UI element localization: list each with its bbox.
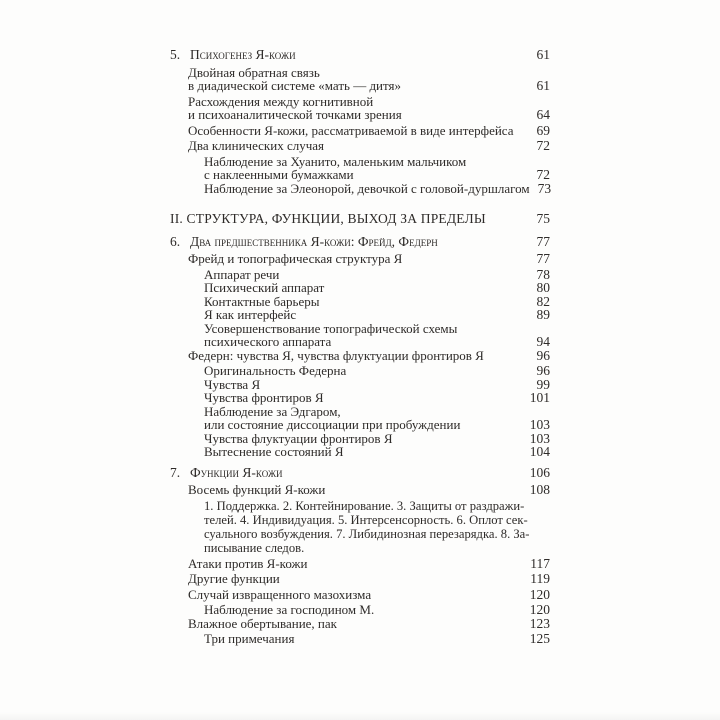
toc-entry-line: Вытеснение состояний Я (204, 444, 344, 459)
toc-entry (170, 483, 550, 497)
toc-entry-title (170, 445, 344, 459)
toc-entry-page: 78 (536, 266, 550, 282)
toc-entry-text: Психогенез Я-кожи (190, 47, 296, 62)
toc-entry-title (170, 308, 296, 322)
toc-entry-page: 108 (529, 482, 550, 497)
toc-entry-line: Наблюдение за Элеонорой, девочкой с головой-дуршлагом (204, 180, 530, 196)
toc-entry-line: Другие функции (188, 571, 280, 586)
toc-entry-title (170, 572, 280, 586)
toc-entry-title (170, 252, 402, 266)
toc-entry-page: 106 (529, 464, 550, 480)
toc-entry (170, 182, 550, 196)
toc-entry (170, 139, 550, 153)
toc-entry-title (170, 349, 484, 363)
toc-entry-title (170, 182, 530, 196)
toc-entry (170, 617, 550, 631)
toc-entry-line: Три примечания (204, 631, 295, 646)
toc-entry-number: 7. (170, 464, 181, 480)
toc-entry (170, 155, 550, 182)
toc-entry-text: Функции Я-кожи (190, 464, 283, 480)
toc-entry-title (170, 281, 324, 295)
toc-entry-page: 120 (529, 586, 550, 602)
toc-entry-line: Усовершенствование топографической схемы (204, 320, 458, 336)
toc-entry-page: 103 (529, 417, 550, 432)
toc-entry-line: Влажное обертывание, пак (188, 615, 337, 631)
toc-entry-title (170, 617, 337, 631)
toc-entry-page: 82 (536, 293, 550, 309)
toc-entry-line: Психический аппарат (204, 280, 325, 295)
toc-entry (170, 364, 550, 378)
toc-entry-page: 64 (536, 107, 550, 122)
toc-entry (170, 632, 550, 646)
toc-entry-line: Случай извращенного мазохизма (188, 586, 372, 602)
toc-entry-number: 5. (170, 47, 181, 62)
toc-entry-line: Оригинальность Федерна (204, 363, 347, 378)
toc-entry-number: 6. (170, 233, 181, 249)
toc-entry-page: 123 (529, 615, 550, 631)
toc-entry-title (170, 48, 296, 62)
toc-entry-title (170, 295, 319, 309)
toc-entry-line: Наблюдение за господином М. (204, 602, 375, 617)
toc-entry-line: телей. 4. Индивидуация. 5. Интерсенсорность. 6. Оплот сек- (204, 512, 528, 527)
toc-entry (170, 95, 550, 122)
toc-entry-page: 89 (536, 307, 550, 322)
toc-entry-page: 75 (536, 211, 550, 226)
toc-entry-title (170, 632, 294, 646)
toc-entry (170, 391, 550, 405)
toc-entry (170, 603, 550, 617)
toc-entry (170, 499, 550, 555)
toc-entry-line: с наклеенными бумажками (204, 167, 354, 182)
toc-entry-title (170, 378, 260, 392)
toc-entry-title (170, 483, 325, 497)
toc-entry-line: писывание следов. (204, 540, 305, 555)
toc-entry-line: Двойная обратная связь (188, 64, 320, 80)
toc-entry-title (170, 391, 324, 405)
toc-entry-page: 72 (536, 167, 550, 182)
toc-entry-title (170, 212, 486, 226)
toc-entry-title (170, 268, 279, 282)
toc-entry-line: 1. Поддержка. 2. Контейнирование. 3. Защиты от раздражи- (204, 498, 525, 513)
toc-entry-page: 99 (536, 376, 550, 392)
toc-entry-line: Фрейд и топографическая структура Я (188, 251, 403, 266)
toc-entry-line: Два клинических случая (188, 138, 324, 153)
toc-entry-page: 61 (536, 78, 550, 93)
toc-entry-title (170, 364, 346, 378)
toc-entry (170, 466, 550, 480)
table-of-contents (170, 48, 550, 646)
toc-entry (170, 252, 550, 266)
toc-entry-page: 96 (536, 347, 550, 363)
toc-entry-line: Восемь функций Я-кожи (188, 482, 326, 497)
toc-entry-page: 69 (536, 122, 550, 138)
toc-entry-page: 103 (529, 430, 550, 446)
toc-entry-title (170, 405, 460, 432)
toc-entry (170, 432, 550, 446)
toc-entry (170, 572, 550, 586)
toc-entry-line: Я как интерфейс (204, 307, 297, 322)
toc-entry-page: 72 (536, 138, 550, 153)
toc-entry-title (170, 66, 401, 93)
toc-entry-line: суального возбуждения. 7. Либидинозная перезарядка. 8. За- (204, 526, 530, 541)
toc-entry-line: Расхождения между когнитивной (188, 93, 374, 109)
toc-entry (170, 557, 550, 571)
toc-entry-title (170, 588, 371, 602)
toc-entry-page: 125 (529, 631, 550, 646)
toc-entry-line: Особенности Я-кожи, рассматриваемой в виде интерфейса (188, 122, 514, 138)
toc-entry-title (170, 155, 466, 182)
toc-entry-page: 94 (536, 334, 550, 349)
toc-entry-line: Федерн: чувства Я, чувства флуктуации фронтиров Я (188, 347, 484, 363)
toc-entry-line: Чувства флуктуации фронтиров Я (204, 430, 393, 446)
toc-entry-title (170, 432, 393, 446)
toc-entry-text: Два предшественника Я-кожи: Фрейд, Федерн (190, 233, 438, 249)
toc-entry-title (170, 95, 402, 122)
toc-entry-page: 101 (529, 390, 550, 405)
toc-entry-line: Чувства Я (204, 376, 261, 392)
toc-entry-line: в диадической системе «мать — дитя» (188, 78, 402, 93)
toc-entry (170, 235, 550, 249)
toc-entry-page: 61 (536, 47, 550, 62)
toc-entry-title (170, 235, 438, 249)
toc-entry-line: II. СТРУКТУРА, ФУНКЦИИ, ВЫХОД ЗА ПРЕДЕЛЫ (170, 211, 486, 226)
toc-entry (170, 295, 550, 309)
toc-entry-line: и психоаналитической точками зрения (188, 107, 402, 122)
toc-entry-title (170, 499, 529, 555)
toc-entry-title (170, 139, 324, 153)
toc-entry-line: или состояние диссоциации при пробуждении (204, 417, 461, 432)
toc-entry (170, 212, 550, 226)
toc-entry-page: 73 (537, 180, 552, 196)
toc-entry-page: 77 (536, 251, 550, 266)
toc-entry (170, 281, 550, 295)
toc-entry-page: 117 (530, 555, 550, 571)
toc-entry-page: 120 (529, 602, 550, 617)
toc-entry-page: 119 (530, 571, 550, 586)
toc-entry-line: Наблюдение за Эдгаром, (204, 403, 341, 419)
toc-entry (170, 322, 550, 349)
toc-entry-line: Атаки против Я-кожи (188, 555, 308, 571)
toc-entry-page: 80 (536, 280, 550, 295)
toc-entry-line: Контактные барьеры (204, 293, 320, 309)
toc-entry (170, 48, 550, 62)
toc-entry-title (170, 466, 283, 480)
toc-entry (170, 66, 550, 93)
toc-entry-line: Наблюдение за Хуанито, маленьким мальчиком (204, 153, 467, 169)
toc-entry (170, 349, 550, 363)
toc-entry-page: 77 (536, 233, 550, 249)
toc-entry (170, 405, 550, 432)
toc-entry-line: психического аппарата (204, 334, 332, 349)
toc-entry-page: 104 (529, 444, 550, 459)
toc-entry-line: Аппарат речи (204, 266, 280, 282)
toc-entry-page: 96 (536, 363, 550, 378)
toc-entry (170, 378, 550, 392)
toc-entry (170, 445, 550, 459)
toc-entry (170, 588, 550, 602)
toc-entry (170, 268, 550, 282)
toc-entry-title (170, 557, 307, 571)
toc-entry (170, 308, 550, 322)
toc-entry-line: Чувства фронтиров Я (204, 390, 324, 405)
toc-entry-title (170, 322, 457, 349)
toc-entry-title (170, 124, 514, 138)
toc-entry-title (170, 603, 374, 617)
toc-entry (170, 124, 550, 138)
